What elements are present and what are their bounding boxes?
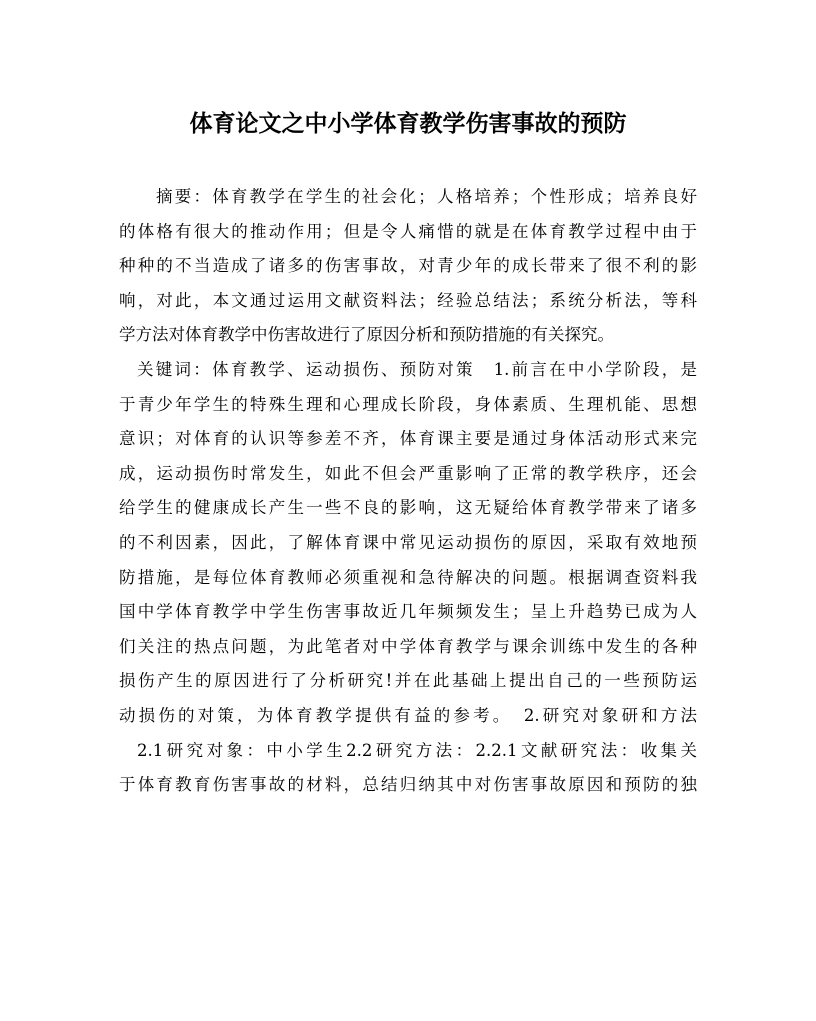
text-line: 2.1研究对象：中小学生2.2研究方法：2.2.1文献研究法：收集关 [137,740,697,760]
text-line: 损伤产生的原因进行了分析研究!并在此基础上提出自己的一些预防运 [119,671,697,691]
text-line: 响，对此，本文通过运用文献资料法；经验总结法；系统分析法，等科 [119,290,697,310]
text-line: 成，运动损伤时常发生，如此不但会严重影响了正常的教学秩序，还会 [119,463,697,483]
text-line: 防措施，是每位体育教师必须重视和急待解决的问题。根据调查资料我 [119,567,697,587]
text-line: 意识；对体育的认识等参差不齐，体育课主要是通过身体活动形式来完 [119,429,697,449]
text-line: 动损伤的对策，为体育教学提供有益的参考。 2.研究对象研和方法 [119,705,697,725]
text-line: 给学生的健康成长产生一些不良的影响，这无疑给体育教学带来了诸多 [119,498,697,518]
text-line: 的体格有很大的推动作用；但是令人痛惜的就是在体育教学过程中由于 [119,221,697,241]
text-line: 学方法对体育教学中伤害故进行了原因分析和预防措施的有关探究。 [119,325,614,345]
text-line: 们关注的热点问题，为此笔者对中学体育教学与课余训练中发生的各种 [119,636,697,656]
text-line: 的不利因素，因此，了解体育课中常见运动损伤的原因，采取有效地预 [119,532,697,552]
text-line: 于青少年学生的特殊生理和心理成长阶段，身体素质、生理机能、思想 [119,394,697,414]
document-title: 体育论文之中小学体育教学伤害事故的预防 [189,110,627,137]
text-line: 国中学体育教学中学生伤害事故近几年频频发生；呈上升趋势已成为人 [119,602,697,622]
text-line: 种种的不当造成了诸多的伤害事故，对青少年的成长带来了很不利的影 [119,256,697,276]
text-line: 摘要：体育教学在学生的社会化；人格培养；个性形成；培养良好 [156,187,697,206]
document-body [119,180,697,803]
text-line: 于体育教育伤害事故的材料，总结归纳其中对伤害事故原因和预防的独 [119,775,697,795]
text-line: 关键词：体育教学、运动损伤、预防对策 1.前言在中小学阶段，是 [137,359,697,379]
